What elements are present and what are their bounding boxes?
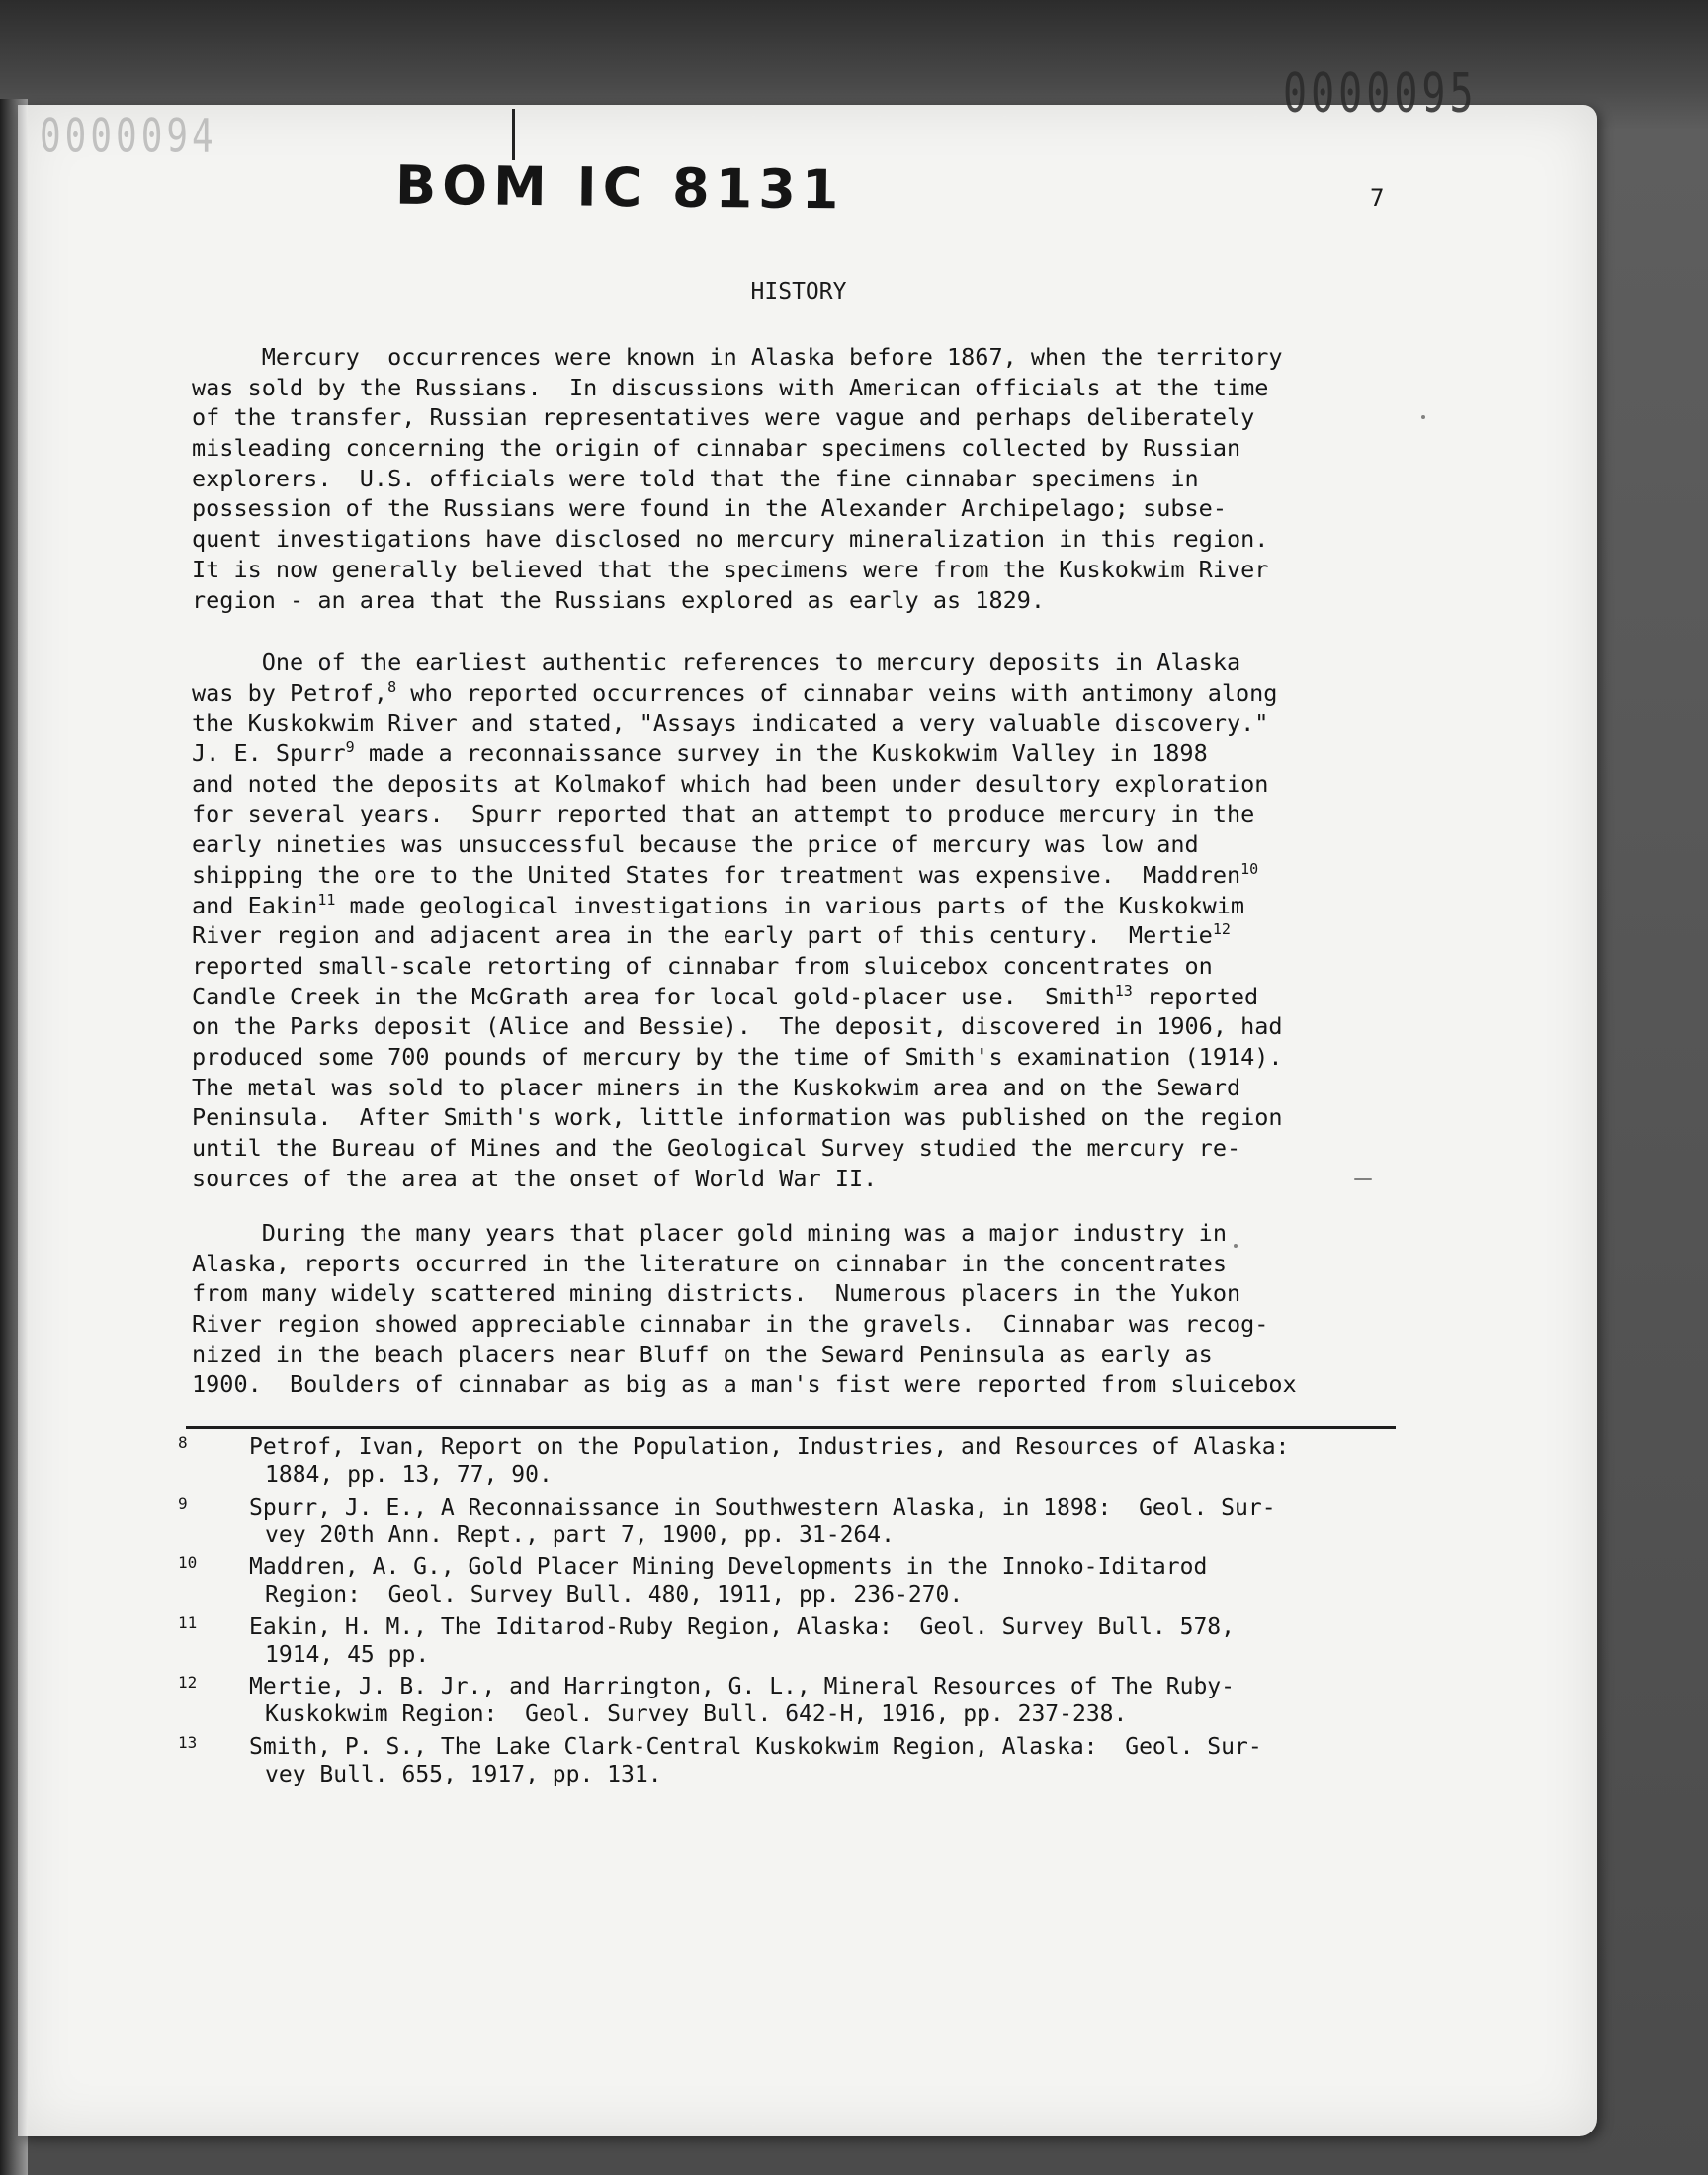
scan-speck [1234, 1244, 1238, 1248]
section-heading: HISTORY [750, 279, 847, 304]
text-line: The metal was sold to placer miners in the Kuskokwim area and on the Seward [192, 1073, 1241, 1101]
text-line: from many widely scattered mining districts. Numerous placers in the Yukon [192, 1279, 1241, 1308]
text-line: shipping the ore to the United States for treatment was expensive. Maddren$^{10}$ [192, 859, 1259, 889]
footnote-13 [178, 1733, 1413, 1793]
footnotes [178, 1434, 1413, 1792]
text-line: until the Bureau of Mines and the Geological Survey studied the mercury re- [192, 1134, 1241, 1162]
footnote-text [249, 1494, 1276, 1549]
footnote-number: 13 [178, 1732, 198, 1752]
text-line: sources of the area at the onset of World War II. [192, 1164, 878, 1192]
text-line: Mercury occurrences were known in Alaska before 1867, when the territory [192, 343, 1283, 371]
text-line: Peninsula. After Smith's work, little information was published on the region [192, 1103, 1283, 1132]
footnote-line: Kuskokwim Region: Geol. Survey Bull. 642-H, 1916, pp. 237-238. [265, 1701, 1128, 1727]
paragraph-1 [192, 342, 1417, 615]
footnote-number: 10 [178, 1553, 198, 1572]
footnote-reference[interactable]: 13 [1114, 981, 1133, 1000]
footnote-line: vey 20th Ann. Rept., part 7, 1900, pp. 31-264. [265, 1522, 895, 1548]
footnote-text [249, 1553, 1207, 1609]
page-number: 7 [1370, 184, 1385, 212]
text-line: River region and adjacent area in the early part of this century. Mertie$^{12}$ [192, 920, 1231, 950]
page-left-edge [18, 105, 28, 2136]
text-line: 1900. Boulders of cinnabar as big as a man's fist were reported from sluicebox [192, 1370, 1297, 1399]
text-line: was by Petrof,$^8$ who reported occurrences of cinnabar veins with antimony along [192, 677, 1278, 707]
text-line: was sold by the Russians. In discussions with American officials at the time [192, 373, 1269, 401]
scan-speck [1354, 1178, 1372, 1180]
footnote-divider [186, 1426, 1396, 1429]
footnote-line: Eakin, H. M., The Iditarod-Ruby Region, Alaska: Geol. Survey Bull. 578, [249, 1613, 1235, 1640]
text-line: J. E. Spurr$^9$ made a reconnaissance survey in the Kuskokwim Valley in 1898 [192, 739, 1208, 768]
stamp-number: 0000095 [1283, 63, 1478, 126]
text-line: River region showed appreciable cinnabar in the gravels. Cinnabar was recog- [192, 1310, 1269, 1339]
footnote-reference[interactable]: 8 [387, 677, 397, 696]
footnote-11 [178, 1613, 1413, 1674]
text-line: One of the earliest authentic references to mercury deposits in Alaska [192, 649, 1241, 676]
faint-stamp-number: 0000094 [40, 111, 217, 164]
text-line: and Eakin$^{11}$ made geological investigations in various parts of the Kuskokwim [192, 890, 1245, 919]
text-line: of the transfer, Russian representatives were vague and perhaps deliberately [192, 403, 1255, 432]
footnote-reference[interactable]: 11 [317, 890, 336, 909]
footnote-8 [178, 1434, 1413, 1494]
footnote-line: Mertie, J. B. Jr., and Harrington, G. L., Mineral Resources of The Ruby- [249, 1674, 1235, 1699]
text-line: for several years. Spurr reported that an attempt to produce mercury in the [192, 800, 1255, 828]
footnote-line: Maddren, A. G., Gold Placer Mining Developments in the Innoko-Iditarod [249, 1554, 1208, 1580]
scan-speck [1421, 415, 1425, 419]
footnote-line: Petrof, Ivan, Report on the Population, Industries, and Resources of Alaska: [249, 1435, 1290, 1460]
document-id: BOM IC 8131 [394, 153, 845, 221]
pen-tick-mark [512, 109, 515, 160]
footnote-line: Spurr, J. E., A Reconnaissance in Southwestern Alaska, in 1898: Geol. Sur- [249, 1494, 1276, 1521]
footnote-reference[interactable]: 10 [1240, 859, 1259, 878]
footnote-line: 1914, 45 pp. [265, 1641, 430, 1668]
text-line: early nineties was unsuccessful because the price of mercury was low and [192, 830, 1199, 859]
text-line: and noted the deposits at Kolmakof which had been under desultory exploration [192, 769, 1269, 798]
paragraph-2 [192, 648, 1417, 1193]
text-line: It is now generally believed that the specimens were from the Kuskokwim River [192, 555, 1269, 583]
footnote-line: 1884, pp. 13, 77, 90. [265, 1462, 553, 1488]
text-line: possession of the Russians were found in the Alexander Archipelago; subse- [192, 494, 1227, 523]
text-line: region - an area that the Russians explored as early as 1829. [192, 585, 1046, 614]
footnote-number: 11 [178, 1612, 198, 1632]
text-line: on the Parks deposit (Alice and Bessie). The deposit, discovered in 1906, had [192, 1012, 1283, 1041]
footnote-number: 12 [178, 1673, 198, 1692]
footnote-9 [178, 1494, 1413, 1554]
footnote-text [249, 1733, 1262, 1788]
footnote-text [249, 1434, 1289, 1489]
text-line: During the many years that placer gold mining was a major industry in [192, 1219, 1227, 1247]
footnote-line: Smith, P. S., The Lake Clark-Central Kuskokwim Region, Alaska: Geol. Sur- [249, 1733, 1262, 1760]
text-line: the Kuskokwim River and stated, "Assays indicated a very valuable discovery." [192, 709, 1269, 738]
footnote-text [249, 1673, 1235, 1728]
text-line: misleading concerning the origin of cinnabar specimens collected by Russian [192, 434, 1241, 463]
footnote-12 [178, 1673, 1413, 1733]
text-line: reported small-scale retorting of cinnabar from sluicebox concentrates on [192, 951, 1213, 980]
text-line: explorers. U.S. officials were told that the fine cinnabar specimens in [192, 464, 1199, 492]
footnote-line: Region: Geol. Survey Bull. 480, 1911, pp. 236-270. [265, 1582, 964, 1608]
text-line: Candle Creek in the McGrath area for local gold-placer use. Smith$^{13}$ reported [192, 981, 1259, 1010]
footnote-reference[interactable]: 9 [345, 739, 355, 757]
text-line: Alaska, reports occurred in the literature on cinnabar in the concentrates [192, 1249, 1227, 1277]
footnote-reference[interactable]: 12 [1212, 920, 1231, 939]
footnote-10 [178, 1553, 1413, 1613]
text-line: quent investigations have disclosed no mercury mineralization in this region. [192, 525, 1269, 554]
footnote-number: 8 [178, 1434, 188, 1452]
text-line: produced some 700 pounds of mercury by the time of Smith's examination (1914). [192, 1042, 1283, 1071]
footnote-text [249, 1613, 1235, 1669]
footnote-number: 9 [178, 1493, 188, 1513]
text-line: nized in the beach placers near Bluff on the Seward Peninsula as early as [192, 1340, 1213, 1368]
footnote-line: vey Bull. 655, 1917, pp. 131. [265, 1761, 662, 1787]
